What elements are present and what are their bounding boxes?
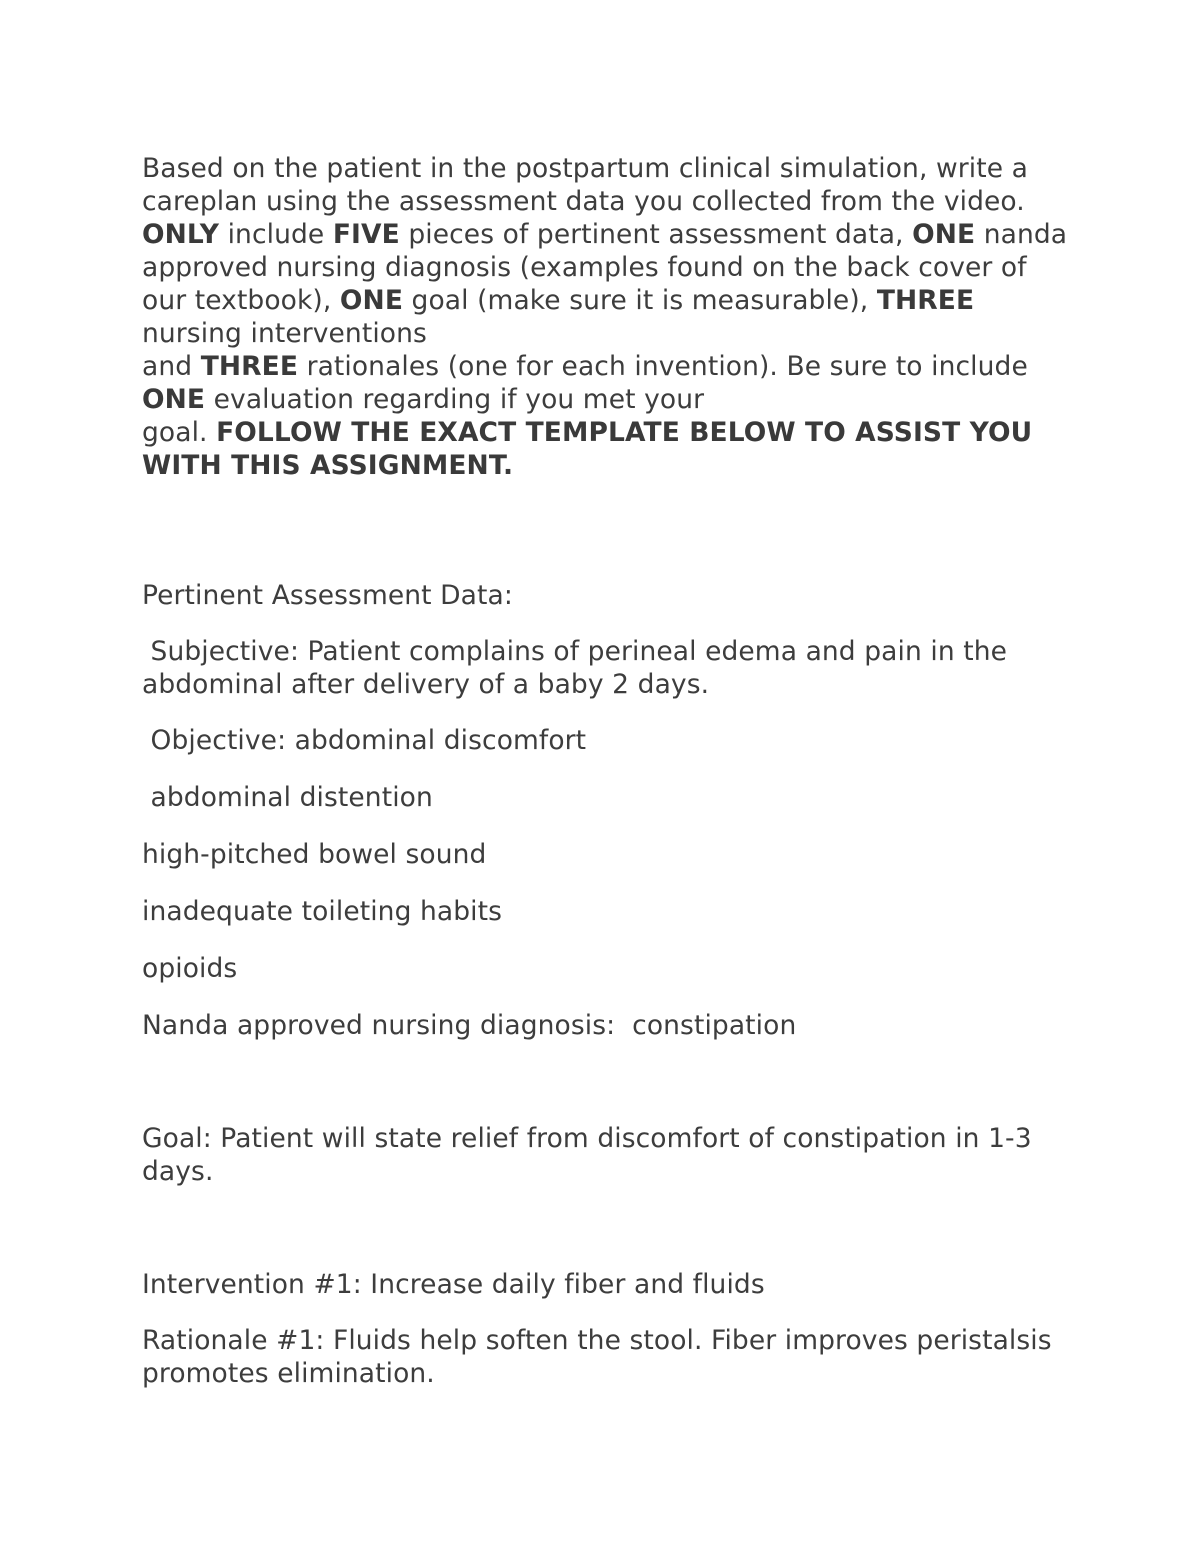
assignment-instructions (142, 152, 1076, 482)
emphasis-template-note: FOLLOW THE EXACT TEMPLATE BELOW TO ASSIST YOU WITH THIS ASSIGNMENT. (142, 417, 1042, 481)
emphasis-one: ONE (339, 285, 404, 316)
intervention-1: Intervention #1: Increase daily fiber and fluids (142, 1269, 765, 1300)
objective-data: Objective: abdominal discomfort (142, 725, 587, 756)
instructions-text: goal. (142, 417, 217, 448)
subjective-data: Subjective: Patient complains of perineal edema and pain in the abdominal after delivery of a baby 2 days. (142, 636, 1016, 700)
instructions-text: evaluation regarding if you met your (205, 384, 705, 415)
instructions-text: Based on the patient in the postpartum clinical simulation, write a careplan using the assessment data you collected from the video. (142, 153, 1037, 217)
emphasis-one: ONE (912, 219, 976, 250)
emphasis-one: ONE (142, 384, 206, 415)
assessment-item: opioids (142, 953, 238, 984)
emphasis-three: THREE (876, 285, 975, 316)
emphasis-five: FIVE (332, 219, 400, 250)
document-body (142, 152, 1076, 1390)
instructions-text: and (142, 351, 201, 382)
assessment-item: inadequate toileting habits (142, 896, 503, 927)
instructions-text: pieces of pertinent assessment data, (399, 219, 913, 250)
emphasis-three: THREE (200, 351, 299, 382)
instructions-text: rationales (one for each invention). Be sure to include (298, 351, 1037, 382)
assessment-item: high-pitched bowel sound (142, 839, 487, 870)
assessment-heading: Pertinent Assessment Data: (142, 580, 513, 611)
instructions-text: include (219, 219, 333, 250)
goal-statement: Goal: Patient will state relief from discomfort of constipation in 1-3 days. (142, 1123, 1041, 1187)
nursing-diagnosis: Nanda approved nursing diagnosis: constipation (142, 1010, 797, 1041)
instructions-text: nursing interventions (142, 285, 983, 349)
instructions-text: goal (make sure it is measurable), (403, 285, 877, 316)
assessment-item: abdominal distention (142, 782, 433, 813)
instructions-text: nanda approved nursing diagnosis (examples found on the back cover of our textbook), (142, 219, 1076, 316)
emphasis-only: ONLY (142, 219, 220, 250)
rationale-1: Rationale #1: Fluids help soften the stool. Fiber improves peristalsis promotes elimination. (142, 1325, 1061, 1389)
